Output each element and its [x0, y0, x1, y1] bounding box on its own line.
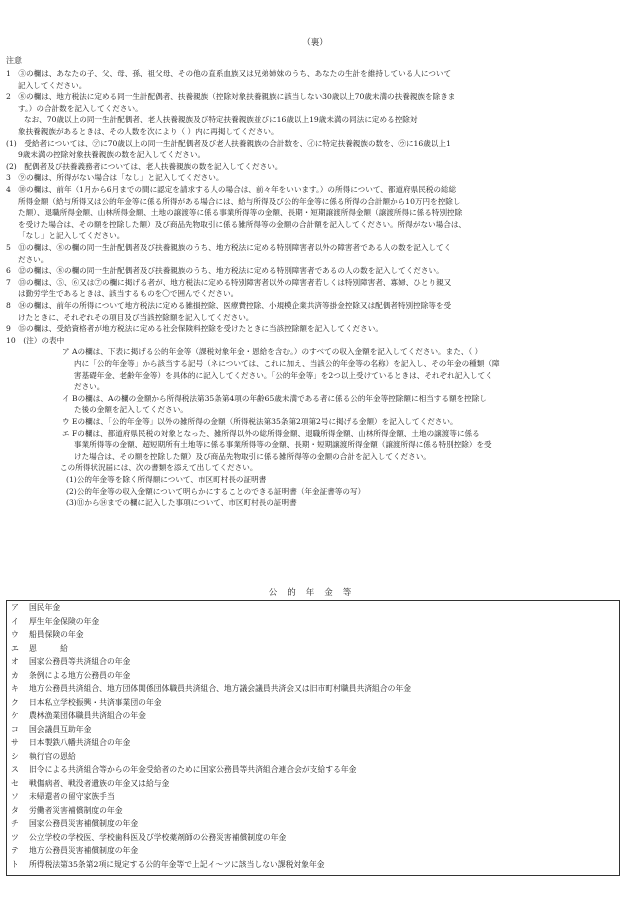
notes-heading: 注意 — [6, 56, 22, 65]
row-value: 厚生年金保険の年金 — [29, 616, 100, 626]
note-line: 内に「公的年金等」から該当する記号（ネについては、これに加え、当該公的年金等の名称）を記入し、その年金の種類（障 — [74, 359, 500, 368]
note-line: ウ Eの欄は、「公的年金等」以外の雑所得の金額（所得税法第35条第2項第2号に掲げる金額）を記入してください。 — [62, 417, 458, 426]
row-key: ス — [11, 765, 19, 774]
row-key: ア — [11, 603, 19, 612]
row-value: 日本製鉄八幡共済組合の年金 — [29, 738, 131, 747]
row-key: カ — [11, 670, 19, 680]
row-value: 執行官の恩給 — [29, 751, 76, 761]
row-key: シ — [11, 751, 19, 761]
note-line: 害基礎年金、老齢年金等）を具体的に記入してください。「公的年金等」を2つ以上受けているときは、それぞれ記入してく — [74, 370, 493, 380]
row-value: 未帰還者の留守家族手当 — [29, 792, 115, 801]
note-line: 5 ⑪の欄は、⑧の欄の同一生計配偶者及び扶養親族のうち、地方税法に定める特別障害者以外の障害者である人の数を記入してく — [6, 243, 452, 252]
row-value: 恩 給 — [29, 643, 68, 653]
row-value: 国家公務員等共済組合の年金 — [29, 657, 131, 666]
note-line: 2 ⑧の欄は、地方税法に定める同一生計配偶者、扶養親族（控除対象扶養親族に該当しない30歳以上70歳未満の扶養親族を除きま — [6, 92, 456, 102]
row-key: ソ — [11, 792, 19, 801]
row-key: ツ — [11, 832, 19, 842]
note-line: 象扶養親族があるときは、その人数を次により（ ）内に再掲してください。 — [18, 127, 279, 136]
row-value: 所得税法第35条第2項に規定する公的年金等で上記イ～ツに該当しない課税対象年金 — [29, 859, 325, 869]
row-key: セ — [11, 778, 19, 788]
row-value: 農林漁業団体職員共済組合の年金 — [29, 711, 146, 720]
note-line: (1) 受給者については、㋐に70歳以上の同一生計配偶者及び老人扶養親族の合計数を、㋑に特定扶養親族の数を、㋒に16歳以上1 — [6, 138, 451, 148]
note-line: エ Fの欄は、都道府県民税の対象となった、雑所得以外の総所得金額、退職所得金額、山林所得金額、土地の譲渡等に係る — [62, 428, 480, 438]
row-key: キ — [11, 684, 19, 693]
note-line: 9歳未満の控除対象扶養親族の数を記入してください。 — [18, 150, 206, 160]
note-line: は勤労学生であるときは、該当するものを〇で囲んでください。 — [18, 289, 239, 299]
note-line: 7 ⑬の欄は、⑤、⑥又は⑦の欄に掲げる者が、地方税法に定める特別障害者以外の障害者若しくは特別障害者、寡婦、ひとり親又 — [6, 277, 452, 287]
note-line: 1 ③の欄は、あなたの子、父、母、孫、祖父母、その他の直系血族又は兄弟姉妹のうち、あなたの生計を維持している人について — [6, 69, 452, 78]
note-line: なお、70歳以上の同一生計配偶者、老人扶養親族及び特定扶養親族並びに16歳以上19歳未満の同法に定める控除対 — [24, 115, 418, 125]
note-line: ださい。 — [18, 254, 49, 264]
note-line: この所得状況届には、次の書類を添えて出してください。 — [60, 463, 258, 473]
row-key: テ — [11, 846, 19, 855]
row-value: 国民年金 — [29, 603, 61, 612]
note-line: 記入してください。 — [18, 80, 87, 90]
note-line: た後の金額を記入してください。 — [74, 405, 188, 415]
note-line: を受けた場合は、その額を控除した額）及び商品先物取引に係る雑所得等の金額の合計額を記入してください。所得がない場合は、 — [18, 219, 467, 229]
row-value: 公立学校の学校医、学校歯科医及び学校薬剤師の公務災害補償制度の年金 — [29, 832, 287, 842]
note-line: 事業所得等の金額、超短期所有土地等に係る事業所得等の金額、長期・短期譲渡所得金額（譲渡所得に係る特別控除）を受 — [74, 440, 492, 450]
row-key: ト — [11, 859, 19, 869]
note-line: (2) 配偶者及び扶養義務者については、老人扶養親族の数を記入してください。 — [6, 161, 283, 171]
note-line: た額）、退職所得金額、山林所得金額、土地の譲渡等に係る事業所得等の金額、長期・短期譲渡所得金額（譲渡所得に係る特別控除 — [18, 208, 463, 218]
row-value: 国家公務員災害補償制度の年金 — [29, 819, 139, 828]
row-key: ウ — [11, 630, 19, 639]
note-line: イ Bの欄は、Aの欄の金額から所得税法第35条第4項の年齢65歳未満である者に係る公的年金等控除額に相当する額を控除し — [62, 393, 487, 403]
note-line: 4 ⑩の欄は、前年（1月から6月までの間に認定を請求する人の場合は、前々年をいいます。）の所得について、都道府県民税の総総 — [6, 185, 457, 194]
note-line: 所得金額（給与所得又は公的年金等に係る所得がある場合には、給与所得及び公的年金等に係る所得の合計額から10万円を控除し — [18, 196, 461, 206]
note-line: ア Aの欄は、下表に掲げる公的年金等（課税対象年金・恩給を含む。）のすべての収入金額を記入してください。また、（ ） — [62, 347, 483, 357]
row-key: サ — [11, 738, 19, 747]
note-line: 6 ⑫の欄は、⑧の欄の同一生計配偶者及び扶養親族のうち、地方税法に定める特別障害者であるの人の数を記入してください。 — [6, 266, 444, 276]
row-value: 国会議員互助年金 — [29, 724, 92, 734]
row-key: イ — [11, 616, 19, 626]
row-value: 地方公務員共済組合、地方団体関係団体職員共済組合、地方議会議員共済会又は旧市町村職員共済組合の年金 — [29, 684, 412, 693]
page-header: （裏） — [302, 38, 328, 48]
pension-table — [6, 600, 620, 876]
row-key: ク — [11, 697, 19, 707]
note-line: けた場合は、その額を控除した額）及び商品先物取引に係る雑所得等の金額の合計を記入してください。 — [74, 451, 431, 461]
row-key: タ — [11, 805, 19, 815]
row-value: 条例による地方公務員の年金 — [29, 670, 131, 680]
note-line: (2)公的年金等の収入金額について明らかにすることのできる証明書（年金証書等の写） — [66, 486, 366, 496]
note-line: す。）の合計数を記入してください。 — [18, 103, 143, 113]
note-line: 8 ⑭の欄は、前年の所得について地方税法に定める雑損控除、医療費控除、小規模企業共済等掛金控除又は配偶者特別控除等を受 — [6, 301, 452, 310]
note-line: 「なし」と記入してください。 — [18, 231, 125, 241]
row-key: チ — [11, 819, 19, 828]
row-value: 労働者災害補償制度の年金 — [29, 805, 123, 815]
row-value: 戦傷病者、戦没者遺族の年金又は給与金 — [29, 778, 170, 788]
row-value: 旧令による共済組合等からの年金受給者のために国家公務員等共済組合連合会が支給する年金 — [29, 765, 357, 774]
note-line: (3)⑪から⑭までの欄に記入した事項について、市区町村長の証明書 — [66, 498, 297, 508]
note-line: 9 ⑮の欄は、受給資格者が地方税法に定める社会保険料控除を受けたときに当該控除額を記入してください。 — [6, 324, 383, 334]
note-line: 3 ⑨の欄は、所得がない場合は「なし」と記入してください。 — [6, 173, 224, 183]
row-value: 船員保険の年金 — [29, 630, 84, 639]
row-key: エ — [11, 643, 19, 653]
row-key: オ — [11, 657, 19, 666]
note-line: 10 (注）の表中 — [6, 335, 65, 345]
note-line: ださい。 — [74, 382, 105, 392]
pension-table-title: 公的年金等 — [268, 588, 362, 598]
row-value: 地方公務員災害補償制度の年金 — [29, 846, 139, 855]
row-value: 日本私立学校振興・共済事業団の年金 — [29, 697, 162, 707]
row-key: コ — [11, 724, 19, 734]
row-key: ケ — [11, 711, 19, 720]
note-line: (1)公的年金等を除く所得額について、市区町村長の証明書 — [66, 475, 267, 484]
note-line: けたときに、それぞれその項目及び当該控除額を記入してください。 — [18, 312, 254, 322]
